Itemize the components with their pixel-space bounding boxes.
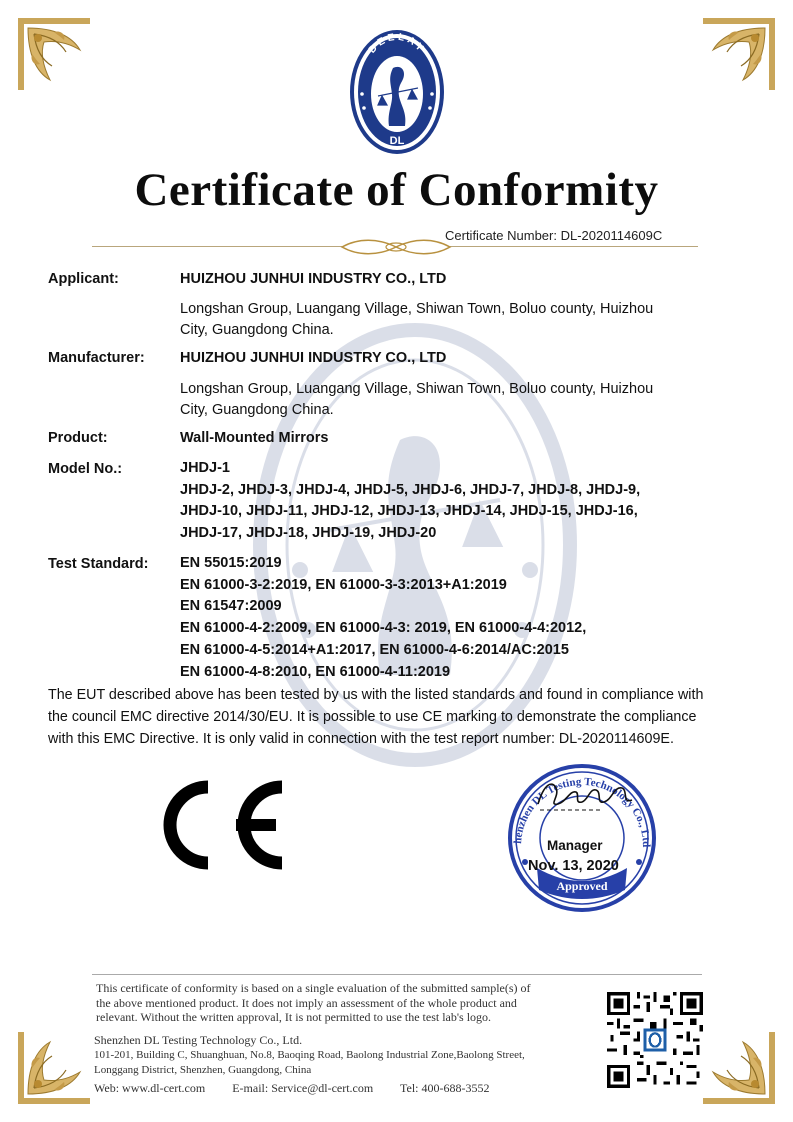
footer-email[interactable]: E-mail: Service@dl-cert.com <box>232 1081 374 1095</box>
test-standard-list <box>180 553 586 683</box>
footer-tel: Tel: 400-688-3552 <box>400 1081 490 1095</box>
standard-line: EN 61000-3-2:2019, EN 61000-3-3:2013+A1:2019 <box>180 576 507 593</box>
standard-line: EN 61000-4-8:2010, EN 61000-4-11:2019 <box>180 663 451 680</box>
corner-ornament-bottom-right <box>699 1028 779 1108</box>
svg-text:DEELAY: DEELAY <box>366 31 428 56</box>
footer-address-line: 101-201, Building C, Shuanghuan, No.8, Baoqing Road, Baolong Industrial Zone,Baolong Street, <box>94 1049 525 1061</box>
footer-contacts <box>94 1081 514 1096</box>
manufacturer-address <box>180 379 715 421</box>
title-rule-left <box>92 246 342 247</box>
standard-line: EN 61000-4-2:2009, EN 61000-4-3: 2019, EN 61000-4-4:2012, <box>180 620 587 637</box>
manufacturer-label: Manufacturer: <box>48 350 145 366</box>
address-line: City, Guangdong China. <box>180 322 334 338</box>
applicant-address <box>180 299 715 341</box>
statement-line: The EUT described above has been tested by us with the listed standards and found in compliance with <box>48 687 704 703</box>
model-line: JHDJ-10, JHDJ-11, JHDJ-12, JHDJ-13, JHDJ-14, JHDJ-15, JHDJ-16, <box>180 503 638 520</box>
signature-date: Nov. 13, 2020 <box>528 858 619 874</box>
footer-disclaimer <box>96 981 596 1025</box>
stamp-ring-text: henzhen DL Testing Technology Co., Ltd <box>511 775 653 848</box>
stamp-approved-text: Approved <box>556 879 608 893</box>
manufacturer-name: HUIZHOU JUNHUI INDUSTRY CO., LTD <box>180 350 447 366</box>
disclaimer-line: relevant. Without the written approval, It is not permitted to use the test lab's logo. <box>96 1010 492 1024</box>
standard-line: EN 61547:2009 <box>180 598 282 615</box>
model-line: JHDJ-17, JHDJ-18, JHDJ-19, JHDJ-20 <box>180 525 437 542</box>
corner-ornament-bottom-left <box>14 1028 94 1108</box>
deelay-logo <box>348 28 446 156</box>
applicant-label: Applicant: <box>48 271 119 287</box>
standard-line: EN 61000-4-5:2014+A1:2017, EN 61000-4-6:2014/AC:2015 <box>180 641 569 658</box>
certificate-number: Certificate Number: DL-2020114609C <box>445 228 663 243</box>
address-line: Longshan Group, Luangang Village, Shiwan Town, Boluo county, Huizhou <box>180 301 654 317</box>
signature <box>530 774 640 816</box>
corner-ornament-top-left <box>14 14 94 94</box>
footer-web[interactable]: Web: www.dl-cert.com <box>94 1081 206 1095</box>
disclaimer-line: This certificate of conformity is based on a single evaluation of the submitted sample(s) of <box>96 981 531 995</box>
product-label: Product: <box>48 430 108 446</box>
model-label: Model No.: <box>48 461 123 477</box>
address-line: City, Guangdong China. <box>180 402 334 418</box>
certificate-title: Certificate of Conformity <box>134 164 659 216</box>
test-standard-label: Test Standard: <box>48 556 149 572</box>
disclaimer-line: the above mentioned product. It does not imply an assessment of the whole product and <box>96 995 517 1010</box>
title-rule-right <box>448 246 698 247</box>
model-list <box>180 458 640 545</box>
product-value: Wall-Mounted Mirrors <box>180 430 329 446</box>
model-line: JHDJ-1 <box>180 460 230 476</box>
corner-ornament-top-right <box>699 14 779 94</box>
address-line: Longshan Group, Luangang Village, Shiwan Town, Boluo county, Huizhou <box>180 381 654 397</box>
statement-line: the council EMC directive 2014/30/EU. It is possible to use CE marking to demonstrate the compliance <box>48 708 697 725</box>
statement-line: with this EMC Directive. It is only valid in connection with the test report number: DL-2020114609E. <box>48 730 674 747</box>
title-rule-ornament <box>338 238 454 256</box>
footer-company: Shenzhen DL Testing Technology Co., Ltd. <box>94 1033 303 1047</box>
footer-rule <box>92 974 702 975</box>
footer-address <box>94 1048 594 1077</box>
model-line: JHDJ-2, JHDJ-3, JHDJ-4, JHDJ-5, JHDJ-6, JHDJ-7, JHDJ-8, JHDJ-9, <box>180 481 641 498</box>
qr-code-icon[interactable] <box>607 992 703 1088</box>
ce-mark-icon <box>132 775 302 875</box>
applicant-name: HUIZHOU JUNHUI INDUSTRY CO., LTD <box>180 271 447 287</box>
svg-text:DL: DL <box>389 135 405 147</box>
manager-title: Manager <box>547 838 603 853</box>
compliance-statement <box>48 685 748 750</box>
standard-line: EN 55015:2019 <box>180 555 282 571</box>
footer-address-line: Longgang District, Shenzhen, Guangdong, China <box>94 1063 312 1076</box>
